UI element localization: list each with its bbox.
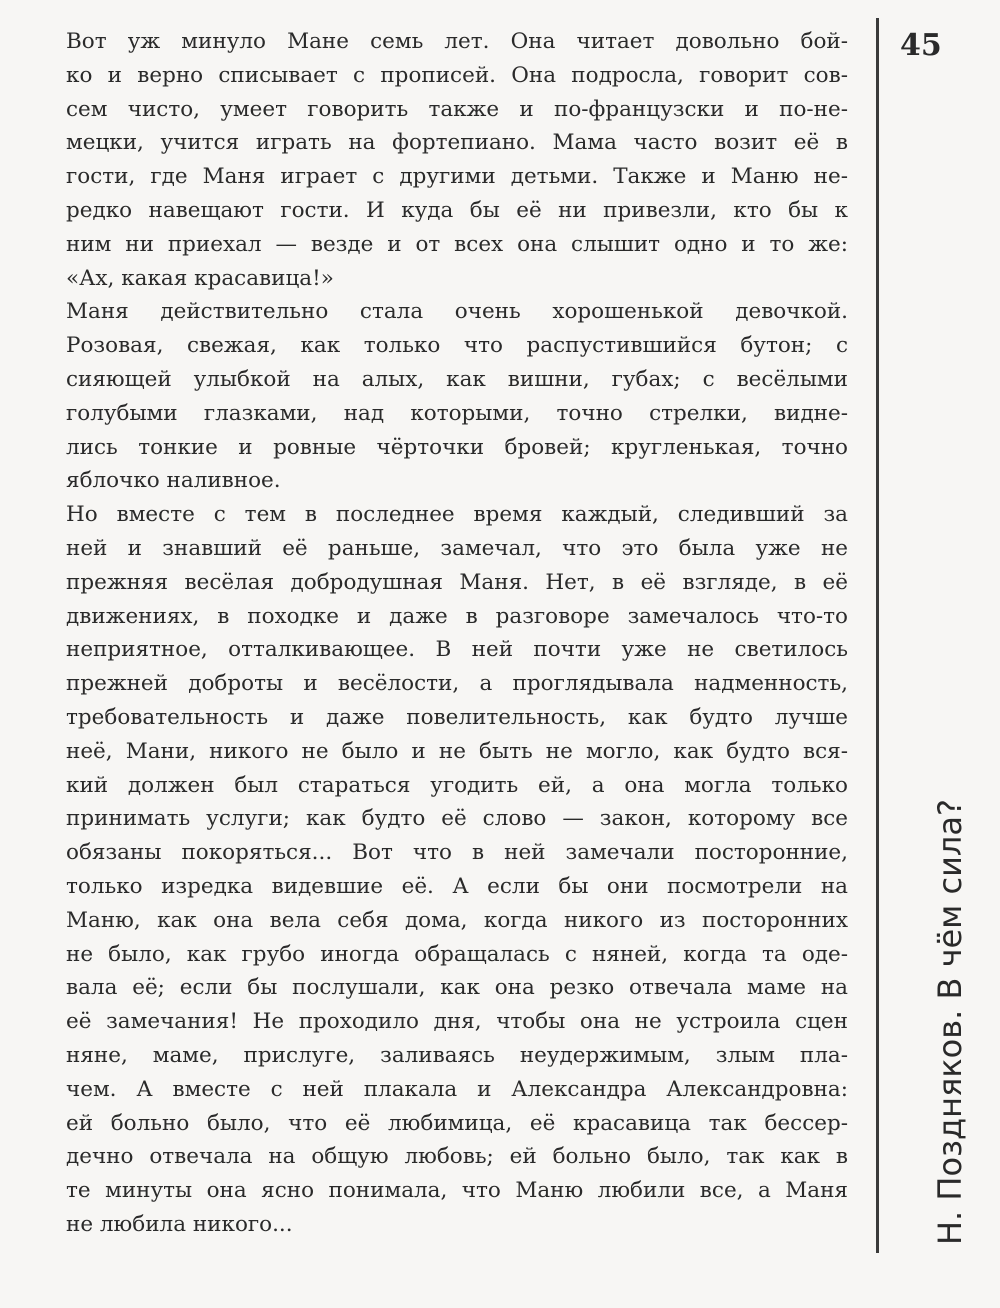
text-line: неё, Мани, никого не было и не быть не могло, как будто вся- [66,738,848,764]
text-line: редко навещают гости. И куда бы её ни привезли, кто бы к [66,197,848,223]
margin-divider-line [876,18,879,1253]
text-line: яблочко наливное. [66,468,281,494]
text-line: ним ни приехал — везде и от всех она слышит одно и то же: [66,231,848,257]
text-line: не было, как грубо иногда обращалась с няней, когда та оде- [66,941,848,967]
text-line: Вот уж минуло Мане семь лет. Она читает довольно бой- [66,29,848,54]
running-head: Н. Поздняков. В чём сила? [931,799,969,1245]
text-line: ней и знавший её раньше, замечал, что это была уже не [66,535,848,561]
body-text [58,25,848,1242]
text-line: не любила никого... [66,1211,293,1237]
text-line: те минуты она ясно понимала, что Маню любили все, а Маня [66,1178,848,1204]
text-line: Маня действительно стала очень хорошенькой девочкой. [66,299,848,325]
text-line: гости, где Маня играет с другими детьми. Также и Маню не- [66,164,848,190]
text-line: прежней доброты и весёлости, а проглядывала надменность, [66,671,848,697]
text-line: ей больно было, что её любимица, её красавица так бессер- [66,1110,848,1136]
text-line: кий должен был стараться угодить ей, а она могла только [66,772,848,798]
text-line: дечно отвечала на общую любовь; ей больно было, так как в [66,1144,848,1170]
page-number: 45 [900,28,942,63]
text-line: голубыми глазками, над которыми, точно стрелки, видне- [66,400,848,426]
paragraph-1 [58,25,848,295]
text-line: неприятное, отталкивающее. В ней почти уже не светилось [66,637,848,663]
text-line: «Ах, какая красавица!» [66,265,334,291]
text-line: обязаны покоряться... Вот что в ней замечали посторонние, [66,840,848,866]
text-line: няне, маме, прислуге, заливаясь неудержимым, злым пла- [66,1042,848,1068]
text-line: Но вместе с тем в последнее время каждый, следивший за [66,502,848,528]
text-line: мецки, учится играть на фортепиано. Мама часто возит её в [66,130,848,156]
text-line: лись тонкие и ровные чёрточки бровей; кругленькая, точно [66,434,848,460]
text-line: требовательность и даже повелительность, как будто лучше [66,704,848,730]
text-line: сияющей улыбкой на алых, как вишни, губах; с весёлыми [66,366,848,392]
paragraph-2 [58,295,848,498]
text-line: её замечания! Не проходило дня, чтобы она не устроила сцен [66,1009,848,1035]
text-line: вала её; если бы послушали, как она резко отвечала маме на [66,975,848,1001]
text-line: чем. А вместе с ней плакала и Александра Александровна: [66,1076,848,1102]
text-line: Маню, как она вела себя дома, когда никого из посторонних [66,907,848,933]
text-line: принимать услуги; как будто её слово — закон, которому все [66,806,848,832]
text-line: сем чисто, умеет говорить также и по-французски и по-не- [66,96,848,122]
text-line: только изредка видевшие её. А если бы они посмотрели на [66,873,848,899]
text-line: Розовая, свежая, как только что распустившийся бутон; с [66,333,848,359]
text-line: движениях, в походке и даже в разговоре замечалось что-то [66,603,848,629]
text-line: прежняя весёлая добродушная Маня. Нет, в её взгляде, в её [66,569,848,595]
text-line: ко и верно списывает с прописей. Она подросла, говорит сов- [66,62,848,88]
paragraph-3 [58,498,848,1242]
